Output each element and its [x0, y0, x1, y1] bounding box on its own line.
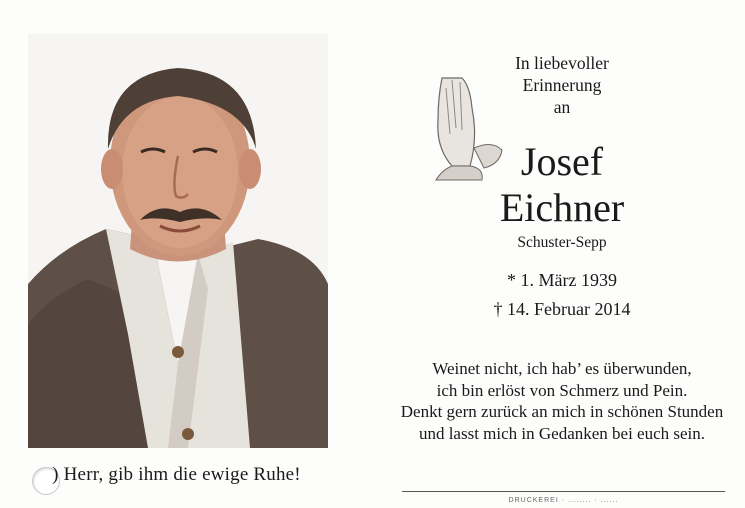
footer-divider [402, 491, 725, 492]
intro-line: Erinnerung [522, 75, 602, 95]
printer-imprint: DRUCKEREI · ........ · ...... [508, 497, 619, 504]
poem-line: und lasst mich in Gedanken bei euch sein. [418, 423, 706, 443]
poem-line: Denkt gern zurück an mich in schönen Stunden [400, 402, 724, 421]
poem [392, 358, 732, 444]
portrait-illustration [28, 34, 328, 448]
nickname: Schuster-Sepp [517, 234, 607, 251]
poem-line: Weinet nicht, ich hab’ es überwunden, [432, 359, 692, 378]
birth-date: * 1. März 1939 [507, 270, 617, 290]
intro-text [392, 52, 732, 118]
portrait-photo [28, 34, 328, 448]
prayer-text: ) Herr, gib ihm die ewige Ruhe! [52, 464, 301, 485]
poem-line: ich bin erlöst von Schmerz und Pein. [436, 380, 688, 400]
intro-line: an [553, 97, 571, 117]
intro-line: In liebevoller [515, 53, 609, 73]
last-name: Eichner [499, 185, 625, 230]
first-name: Josef [520, 139, 604, 184]
death-date: † 14. Februar 2014 [493, 299, 631, 319]
